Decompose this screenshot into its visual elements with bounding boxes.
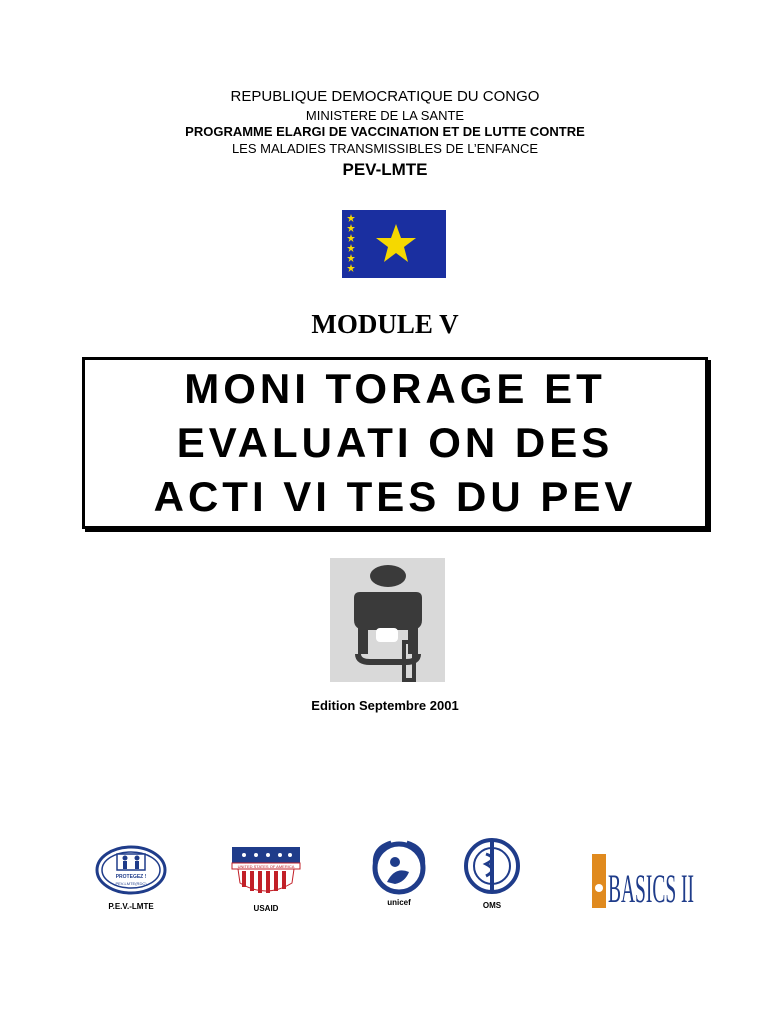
drc-flag [342, 210, 446, 278]
pev-badge-text-2: PEV-LMTE(RDC) [115, 881, 147, 886]
oms-logo [458, 838, 526, 898]
edition-date: Edition Septembre 2001 [311, 698, 459, 713]
usaid-banner-text: UNITED STATES OF AMERICA [237, 864, 295, 869]
pev-lmte-logo [95, 845, 167, 895]
module-number: MODULE V [311, 309, 459, 339]
unicef-label: unicef [387, 898, 411, 907]
usaid-label: USAID [253, 904, 279, 913]
basics-logo [592, 852, 696, 910]
header-programme-cont: LES MALADIES TRANSMISSIBLES DE L’ENFANCE [231, 141, 539, 156]
oms-label: OMS [482, 901, 502, 910]
header-ministry: MINISTERE DE LA SANTE [305, 108, 465, 123]
pev-program-logo [330, 558, 445, 682]
header-acronym: PEV-LMTE [342, 160, 428, 179]
header-country: REPUBLIQUE DEMOCRATIQUE DU CONGO [230, 88, 540, 105]
unicef-logo [365, 838, 433, 898]
title-box [82, 357, 708, 529]
title-line-1: MONI TORAGE ET [184, 365, 606, 412]
title-line-2: EVALUATI ON DES [176, 419, 614, 466]
header-programme: PROGRAMME ELARGI DE VACCINATION ET DE LUTTE CONTRE [185, 124, 585, 139]
basics-text: BASICS II [608, 866, 694, 911]
title-line-3: ACTI VI TES DU PEV [153, 473, 637, 520]
pev-badge-text-1: PROTEGEZ ! [115, 874, 147, 880]
pev-lmte-label: P.E.V.-LMTE [108, 902, 154, 911]
usaid-logo [230, 845, 302, 900]
